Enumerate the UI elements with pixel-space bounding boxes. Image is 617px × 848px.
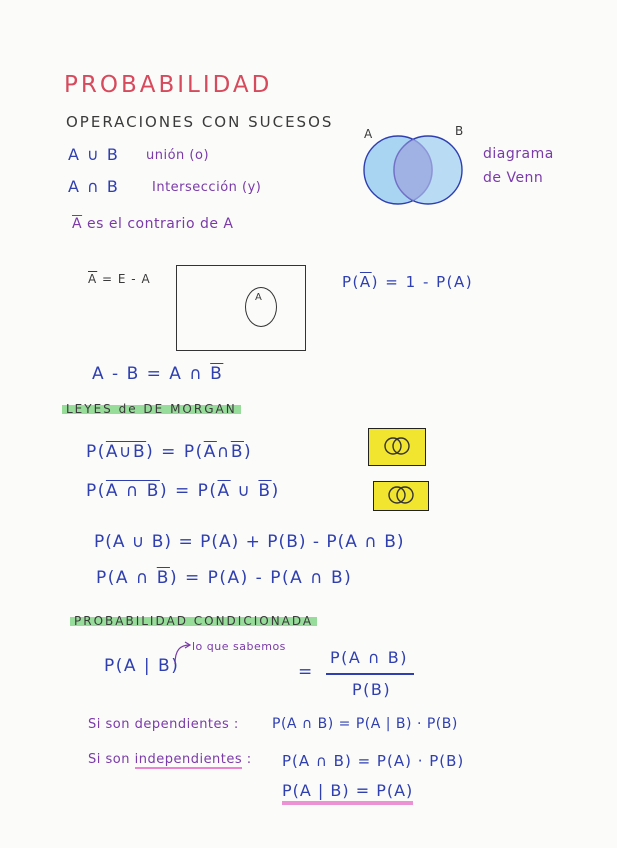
difference-formula (92, 364, 223, 384)
independent-formula: P(A ∩ B) = P(A) · P(B) (282, 752, 465, 770)
law2-rhs-bar2: $\overline{B}$ (258, 481, 272, 501)
complement-note (72, 216, 234, 232)
de-morgan-law-2 (86, 481, 280, 501)
diff-formula-pre: P(A ∩ (96, 568, 157, 588)
independent-label (88, 752, 252, 767)
law1-lhs-bar: A∪B (105, 442, 147, 462)
independent-result: P(A | B) = P(A) (282, 781, 413, 805)
venn-caption-line1: diagrama (483, 146, 554, 162)
section-heading-operaciones: OPERACIONES CON SUCESOS (66, 113, 334, 131)
independent-colon: : (242, 752, 252, 767)
diff-formula-bar: $\overline{B}$ (156, 568, 170, 588)
complement-prob-bar: $\overline{A}$ (359, 273, 372, 291)
complement-probability (342, 273, 473, 291)
law2-end: ) (271, 481, 280, 501)
complement-definition (88, 272, 151, 286)
venn-label-a: A (364, 127, 374, 141)
dependent-label: Si son dependientes : (88, 717, 239, 732)
law2-rhs-bar1: $\overline{A}$ (217, 481, 231, 501)
independent-word: independientes (134, 752, 243, 767)
intersection-symbol: A ∩ B (68, 177, 120, 196)
sticker-2-circles (386, 485, 416, 505)
sticker-1-circles (382, 436, 412, 456)
venn-caption-line2: de Venn (483, 170, 544, 186)
event-a-label: A (255, 292, 264, 303)
de-morgan-law-1 (86, 442, 252, 462)
law1-rhs-bar2: $\overline{B}$ (230, 442, 244, 462)
complement-prob-lhs: P( (342, 273, 360, 291)
law1-rhs-cap: ∩ (216, 442, 231, 462)
dependent-formula: P(A ∩ B) = P(A | B) · P(B) (272, 716, 458, 732)
union-probability-formula: P(A ∪ B) = P(A) + P(B) - P(A ∩ B) (94, 532, 405, 552)
complement-def-text: = E - A (97, 272, 151, 286)
independent-prefix: Si son (88, 752, 135, 767)
section-heading-de-morgan: LEYES de DE MORGAN (62, 402, 241, 416)
difference-text: A - B = A ∩ (92, 364, 211, 384)
law2-lhs-pre: P( (86, 481, 106, 501)
difference-probability-formula (96, 568, 352, 588)
conditional-lhs: P(A | B) (104, 656, 180, 676)
law2-rhs-cup: ∪ (230, 481, 259, 501)
fraction-bar (326, 673, 414, 675)
page-title: PROBABILIDAD (64, 72, 273, 98)
conditional-annotation: lo que sabemos (192, 640, 286, 653)
complement-def-bar: $\overline{A}$ (88, 272, 98, 286)
diff-formula-post: ) = P(A) - P(A ∩ B) (169, 568, 353, 588)
difference-bar: $\overline{B}$ (210, 364, 224, 384)
conditional-equals: = (298, 662, 314, 682)
complement-note-text: es el contrario de A (82, 216, 234, 232)
intersection-label: Intersección (y) (152, 180, 262, 195)
law1-rhs-bar1: $\overline{A}$ (203, 442, 217, 462)
union-symbol: A ∪ B (68, 145, 120, 164)
venn-label-b: B (455, 124, 465, 138)
conditional-denominator: P(B) (352, 680, 392, 699)
annotation-arrow (172, 640, 194, 666)
conditional-numerator: P(A ∩ B) (330, 648, 408, 667)
complement-note-bar: $\overline{A}$ (72, 216, 83, 232)
law1-end: ) (243, 442, 253, 462)
law1-mid: ) = P( (146, 442, 204, 462)
union-label: unión (o) (146, 148, 210, 163)
complement-prob-rhs: ) = 1 - P(A) (371, 273, 474, 291)
law2-lhs-bar: A ∩ B (105, 481, 160, 501)
section-heading-condicionada: PROBABILIDAD CONDICIONADA (70, 614, 317, 628)
law1-lhs-pre: P( (86, 442, 106, 462)
law2-mid: ) = P( (159, 481, 218, 501)
sample-space-box (176, 265, 306, 351)
